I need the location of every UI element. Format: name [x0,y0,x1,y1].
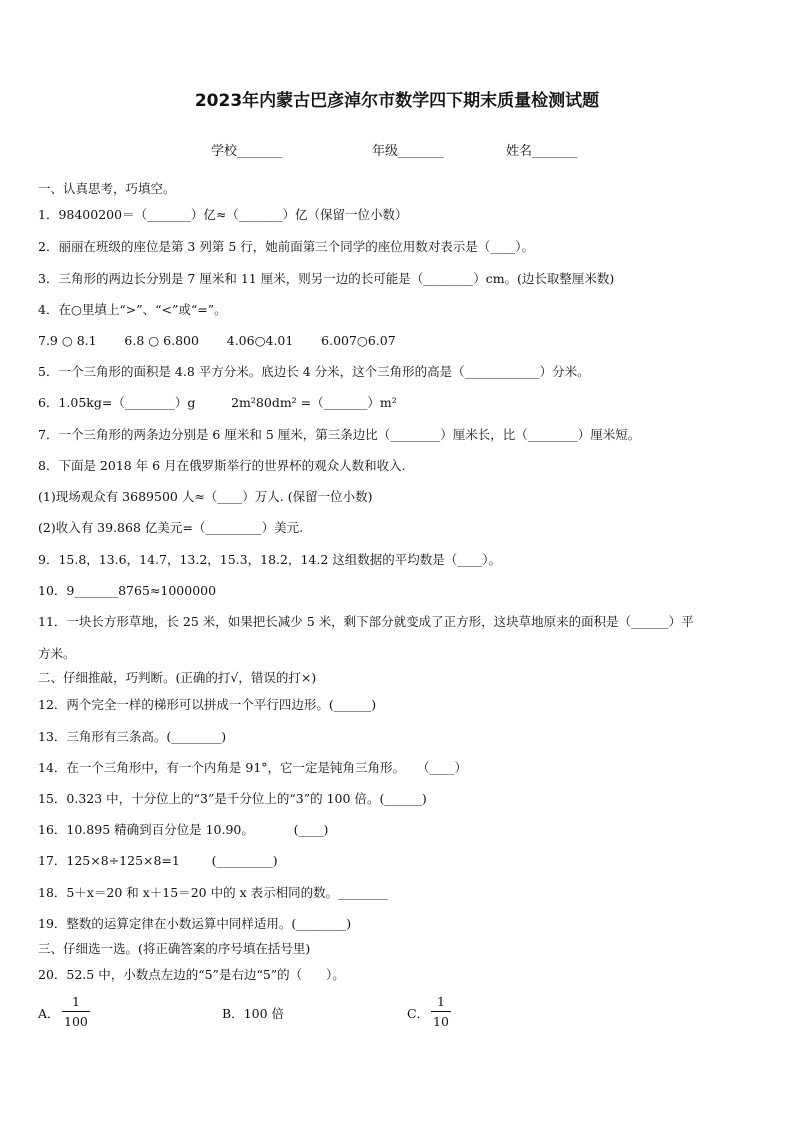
question-8: 8．下面是 2018 年 6 月在俄罗斯举行的世界杯的观众人数和收入. [38,458,406,473]
question-3: 3．三角形的两边长分别是 7 厘米和 11 厘米，则另一边的长可能是（________）cm。(边长取整厘米数) [38,271,615,286]
question-4: 4．在○里填上“>”、“<”或“=”。 [38,302,227,317]
question-7: 7．一个三角形的两条边分别是 6 厘米和 5 厘米，第三条边比（________）厘米长，比（________）厘米短。 [38,427,641,442]
question-15: 15．0.323 中，十分位上的“3”是千分位上的“3”的 100 倍。(______) [38,791,427,806]
question-5: 5．一个三角形的面积是 4.8 平方分米。底边长 4 分米，这个三角形的高是（____________）分米。 [38,364,590,379]
section-3-heading: 三、仔细选一选。(将正确答案的序号填在括号里) [38,941,311,956]
question-4-items: 7.9 ○ 8.1 6.8 ○ 6.800 4.06○4.01 6.007○6.07 [38,333,396,348]
question-2: 2．丽丽在班级的座位是第 3 列第 5 行，她前面第三个同学的座位用数对表示是（____）。 [38,239,535,254]
question-6: 6．1.05kg=（________）g 2m²80dm² =（_______）m² [38,395,397,410]
question-13: 13．三角形有三条高。(________) [38,729,227,744]
question-14: 14．在一个三角形中，有一个内角是 91°，它一定是钝角三角形。 （____） [38,760,467,775]
question-16: 16．10.895 精确到百分位是 10.90。 (____) [38,822,329,837]
question-12: 12．两个完全一样的梯形可以拼成一个平行四边形。(______) [38,697,377,712]
grade-field: 年级_______ [372,144,444,159]
option-c-numerator: 1 [436,994,445,1009]
option-a-label: A． [38,1006,60,1021]
question-17: 17．125×8÷125×8=1 (_________) [38,853,278,868]
question-1: 1．98400200＝（_______）亿≈（_______）亿（保留一位小数） [38,207,408,222]
question-11: 11．一块长方形草地，长 25 米，如果把长减少 5 米，剩下部分就变成了正方形，这块草地原来的面积是（______）平 [38,614,694,629]
school-field: 学校_______ [211,144,283,159]
option-a-numerator: 1 [71,994,80,1009]
option-a-denominator: 100 [62,1011,90,1029]
question-18: 18．5＋x＝20 和 x＋15＝20 中的 x 表示相同的数。________ [38,885,389,900]
question-8-part-1: (1)现场观众有 3689500 人≈（____）万人. (保留一位小数) [38,489,373,504]
section-2-heading: 二、仔细推敲，巧判断。(正确的打√，错误的打×) [38,670,317,685]
option-b-label: B．100 倍 [222,1006,285,1021]
question-10: 10．9_______8765≈1000000 [38,583,217,598]
question-19: 19．整数的运算定律在小数运算中同样适用。(________) [38,916,352,931]
question-11-continued: 方米。 [38,646,76,661]
question-20: 20．52.5 中，小数点左边的“5”是右边“5”的（ ）。 [38,967,345,982]
option-c-fraction [431,994,451,1029]
page-title: 2023年内蒙古巴彦淖尔市数学四下期末质量检测试题 [194,91,600,111]
question-9: 9．15.8，13.6，14.7，13.2，15.3，18.2，14.2 这组数据的平均数是（____）。 [38,552,502,567]
question-8-part-2: (2)收入有 39.868 亿美元=（_________）美元. [38,520,304,535]
name-field: 姓名_______ [506,144,578,159]
section-1-heading: 一、认真思考，巧填空。 [38,181,176,196]
option-a-fraction [62,994,90,1029]
option-c-label: C． [407,1006,430,1021]
option-c-denominator: 10 [431,1011,451,1029]
